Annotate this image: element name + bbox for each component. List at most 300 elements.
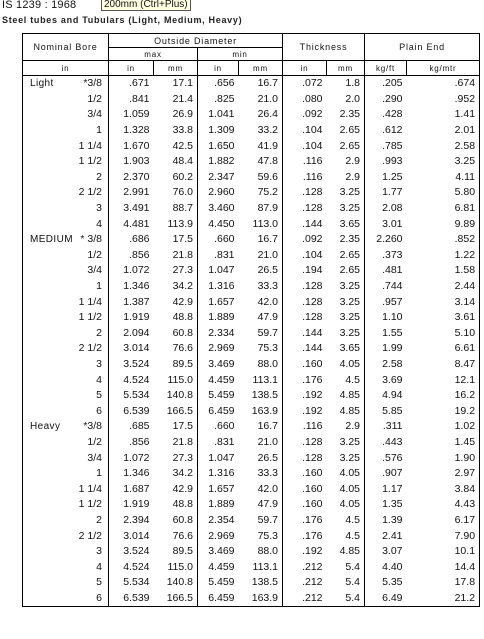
thickness-mm-cell: 2.9 bbox=[327, 154, 365, 170]
weight-kgm-cell: 19.2 bbox=[407, 403, 480, 419]
od-max-in-cell: 5.534 bbox=[109, 388, 154, 404]
weight-kgft-cell: .785 bbox=[365, 138, 407, 154]
od-max-mm-cell: 27.3 bbox=[154, 450, 198, 466]
od-min-mm-cell: 163.9 bbox=[239, 591, 283, 607]
weight-kgm-cell: 12.1 bbox=[407, 372, 480, 388]
od-max-in-cell: .841 bbox=[109, 92, 154, 108]
od-min-in-cell: 3.469 bbox=[198, 544, 239, 560]
nominal-bore-cell bbox=[23, 216, 109, 232]
page-title: Steel tubes and Tubulars (Light, Medium, Heavy) bbox=[2, 15, 243, 25]
od-max-mm-cell: 42.9 bbox=[154, 481, 198, 497]
table-row bbox=[23, 528, 480, 544]
thickness-header: Thickness bbox=[283, 34, 365, 61]
table-row bbox=[23, 591, 480, 607]
od-max-in-cell: 1.919 bbox=[109, 310, 154, 326]
table-row bbox=[23, 403, 480, 419]
od-max-in-cell: 1.346 bbox=[109, 279, 154, 295]
weight-kgm-cell: 14.4 bbox=[407, 559, 480, 575]
od-max-in-cell: .856 bbox=[109, 248, 154, 264]
od-max-in-cell: 2.394 bbox=[109, 513, 154, 529]
od-min-in-cell: 6.459 bbox=[198, 403, 239, 419]
od-max-mm-cell: 42.9 bbox=[154, 294, 198, 310]
od-max-in-cell: 1.687 bbox=[109, 481, 154, 497]
weight-kgm-cell: 2.01 bbox=[407, 123, 480, 139]
nominal-bore-cell bbox=[23, 403, 109, 419]
od-min-mm-cell: 42.0 bbox=[239, 294, 283, 310]
table-row bbox=[23, 497, 480, 513]
table-row bbox=[23, 92, 480, 108]
bore-size: 3 bbox=[96, 545, 102, 558]
weight-kgm-cell: 6.81 bbox=[407, 201, 480, 217]
weight-kgft-cell: .373 bbox=[365, 248, 407, 264]
od-max-in-cell: 1.328 bbox=[109, 123, 154, 139]
nominal-bore-cell bbox=[23, 326, 109, 342]
bore-size: 4 bbox=[96, 560, 102, 573]
nominal-bore-cell bbox=[23, 107, 109, 123]
nominal-bore-cell bbox=[23, 388, 109, 404]
table-header bbox=[23, 34, 480, 76]
table-row bbox=[23, 294, 480, 310]
table-row bbox=[23, 107, 480, 123]
thickness-mm-cell: 2.35 bbox=[327, 107, 365, 123]
thickness-mm-cell: 3.25 bbox=[327, 310, 365, 326]
weight-kgft-cell: .443 bbox=[365, 435, 407, 451]
od-max-in-cell: 1.072 bbox=[109, 450, 154, 466]
bore-size: 3/4 bbox=[87, 451, 102, 464]
max-header: max bbox=[109, 48, 198, 61]
od-max-mm-cell: 17.5 bbox=[154, 419, 198, 435]
table-row bbox=[23, 450, 480, 466]
unit-cell: in bbox=[109, 61, 154, 76]
weight-kgft-cell: .205 bbox=[365, 76, 407, 92]
bore-size: 2 1/2 bbox=[78, 186, 102, 199]
thickness-in-cell: .116 bbox=[283, 170, 327, 186]
od-min-mm-cell: 16.7 bbox=[239, 419, 283, 435]
weight-kgft-cell: .428 bbox=[365, 107, 407, 123]
od-max-in-cell: .685 bbox=[109, 419, 154, 435]
od-min-mm-cell: 87.9 bbox=[239, 201, 283, 217]
od-max-in-cell: 1.903 bbox=[109, 154, 154, 170]
weight-kgm-cell: 1.41 bbox=[407, 107, 480, 123]
od-min-in-cell: .831 bbox=[198, 435, 239, 451]
weight-kgm-cell: .852 bbox=[407, 232, 480, 248]
od-min-in-cell: 4.459 bbox=[198, 372, 239, 388]
zoom-tooltip: 200mm (Ctrl+Plus) bbox=[101, 0, 191, 11]
thickness-in-cell: .194 bbox=[283, 263, 327, 279]
weight-kgm-cell: 2.97 bbox=[407, 466, 480, 482]
weight-kgm-cell: 1.22 bbox=[407, 248, 480, 264]
nominal-bore-cell bbox=[23, 76, 109, 92]
nominal-bore-cell bbox=[23, 294, 109, 310]
weight-kgm-cell: 3.14 bbox=[407, 294, 480, 310]
weight-kgm-cell: 5.10 bbox=[407, 326, 480, 342]
weight-kgm-cell: 3.25 bbox=[407, 154, 480, 170]
table-row bbox=[23, 216, 480, 232]
thickness-in-cell: .160 bbox=[283, 481, 327, 497]
weight-kgft-cell: 5.85 bbox=[365, 403, 407, 419]
thickness-mm-cell: 2.9 bbox=[327, 170, 365, 186]
unit-cell: mm bbox=[154, 61, 198, 76]
thickness-in-cell: .176 bbox=[283, 528, 327, 544]
thickness-mm-cell: 2.9 bbox=[327, 419, 365, 435]
table-row bbox=[23, 326, 480, 342]
bore-size: 4 bbox=[96, 373, 102, 386]
weight-kgft-cell: 2.58 bbox=[365, 357, 407, 373]
weight-kgft-cell: 1.17 bbox=[365, 481, 407, 497]
od-min-mm-cell: 16.7 bbox=[239, 232, 283, 248]
od-max-in-cell: 1.670 bbox=[109, 138, 154, 154]
thickness-in-cell: .128 bbox=[283, 185, 327, 201]
standard-code: IS 1239 : 1968 bbox=[2, 0, 77, 11]
od-min-in-cell: 4.450 bbox=[198, 216, 239, 232]
od-max-mm-cell: 42.5 bbox=[154, 138, 198, 154]
bore-size: 5 bbox=[96, 576, 102, 589]
thickness-in-cell: .160 bbox=[283, 357, 327, 373]
bore-size: 1 bbox=[96, 280, 102, 293]
od-min-in-cell: 1.882 bbox=[198, 154, 239, 170]
thickness-mm-cell: 4.85 bbox=[327, 544, 365, 560]
od-max-mm-cell: 76.0 bbox=[154, 185, 198, 201]
thickness-in-cell: .092 bbox=[283, 232, 327, 248]
weight-kgft-cell: 1.10 bbox=[365, 310, 407, 326]
weight-kgft-cell: .993 bbox=[365, 154, 407, 170]
unit-cell: kg/ft bbox=[365, 61, 407, 76]
thickness-mm-cell: 1.8 bbox=[327, 76, 365, 92]
table-row bbox=[23, 263, 480, 279]
bore-size: * 3/8 bbox=[80, 233, 102, 246]
thickness-mm-cell: 2.65 bbox=[327, 138, 365, 154]
od-max-in-cell: 4.524 bbox=[109, 372, 154, 388]
nominal-bore-cell bbox=[23, 466, 109, 482]
od-max-mm-cell: 21.4 bbox=[154, 92, 198, 108]
thickness-mm-cell: 2.35 bbox=[327, 232, 365, 248]
od-max-mm-cell: 17.1 bbox=[154, 76, 198, 92]
thickness-in-cell: .212 bbox=[283, 559, 327, 575]
od-max-in-cell: 6.539 bbox=[109, 403, 154, 419]
od-min-in-cell: 1.316 bbox=[198, 279, 239, 295]
od-max-in-cell: 3.014 bbox=[109, 528, 154, 544]
table-row bbox=[23, 248, 480, 264]
table-row bbox=[23, 123, 480, 139]
weight-kgft-cell: 2.260 bbox=[365, 232, 407, 248]
weight-kgm-cell: .952 bbox=[407, 92, 480, 108]
od-min-mm-cell: 113.0 bbox=[239, 216, 283, 232]
nominal-bore-cell bbox=[23, 170, 109, 186]
nominal-bore-cell bbox=[23, 263, 109, 279]
thickness-mm-cell: 3.65 bbox=[327, 216, 365, 232]
thickness-mm-cell: 5.4 bbox=[327, 575, 365, 591]
od-max-in-cell: 5.534 bbox=[109, 575, 154, 591]
bore-size: 1 1/4 bbox=[78, 295, 102, 308]
bore-size: 3 bbox=[96, 357, 102, 370]
weight-kgm-cell: 5.80 bbox=[407, 185, 480, 201]
od-min-mm-cell: 21.0 bbox=[239, 248, 283, 264]
od-min-mm-cell: 59.6 bbox=[239, 170, 283, 186]
od-max-mm-cell: 115.0 bbox=[154, 559, 198, 575]
od-max-in-cell: 6.539 bbox=[109, 591, 154, 607]
od-max-in-cell: .671 bbox=[109, 76, 154, 92]
od-max-in-cell: 1.387 bbox=[109, 294, 154, 310]
bore-size: 2 bbox=[96, 513, 102, 526]
nominal-bore-cell bbox=[23, 419, 109, 435]
od-max-in-cell: 2.370 bbox=[109, 170, 154, 186]
table-row bbox=[23, 435, 480, 451]
thickness-mm-cell: 2.65 bbox=[327, 248, 365, 264]
weight-kgm-cell: 10.1 bbox=[407, 544, 480, 560]
od-min-in-cell: 1.657 bbox=[198, 294, 239, 310]
od-max-mm-cell: 27.3 bbox=[154, 263, 198, 279]
od-min-in-cell: 4.459 bbox=[198, 559, 239, 575]
thickness-mm-cell: 4.85 bbox=[327, 388, 365, 404]
od-max-mm-cell: 113.9 bbox=[154, 216, 198, 232]
od-min-in-cell: .825 bbox=[198, 92, 239, 108]
weight-kgft-cell: 4.40 bbox=[365, 559, 407, 575]
nominal-bore-cell bbox=[23, 92, 109, 108]
weight-kgft-cell: 6.49 bbox=[365, 591, 407, 607]
od-min-mm-cell: 138.5 bbox=[239, 388, 283, 404]
weight-kgm-cell: 17.8 bbox=[407, 575, 480, 591]
od-max-mm-cell: 88.7 bbox=[154, 201, 198, 217]
weight-kgm-cell: 6.61 bbox=[407, 341, 480, 357]
od-max-mm-cell: 33.8 bbox=[154, 123, 198, 139]
table-row bbox=[23, 341, 480, 357]
weight-kgm-cell: 1.58 bbox=[407, 263, 480, 279]
od-max-mm-cell: 26.9 bbox=[154, 107, 198, 123]
od-max-mm-cell: 48.8 bbox=[154, 310, 198, 326]
thickness-mm-cell: 4.5 bbox=[327, 372, 365, 388]
thickness-in-cell: .080 bbox=[283, 92, 327, 108]
thickness-in-cell: .160 bbox=[283, 497, 327, 513]
od-max-mm-cell: 76.6 bbox=[154, 528, 198, 544]
thickness-in-cell: .160 bbox=[283, 466, 327, 482]
bore-size: 1 1/2 bbox=[78, 155, 102, 168]
table-row bbox=[23, 575, 480, 591]
weight-kgft-cell: .907 bbox=[365, 466, 407, 482]
nominal-bore-cell bbox=[23, 154, 109, 170]
thickness-mm-cell: 3.25 bbox=[327, 450, 365, 466]
weight-kgft-cell: 3.69 bbox=[365, 372, 407, 388]
bore-size: 4 bbox=[96, 217, 102, 230]
od-min-in-cell: 2.969 bbox=[198, 341, 239, 357]
thickness-mm-cell: 4.5 bbox=[327, 528, 365, 544]
weight-kgm-cell: 7.90 bbox=[407, 528, 480, 544]
bore-size: 2 1/2 bbox=[78, 342, 102, 355]
bore-size: 2 1/2 bbox=[78, 529, 102, 542]
units-row bbox=[23, 61, 480, 76]
unit-cell: mm bbox=[327, 61, 365, 76]
od-max-in-cell: 3.014 bbox=[109, 341, 154, 357]
table-row bbox=[23, 513, 480, 529]
od-max-mm-cell: 76.6 bbox=[154, 341, 198, 357]
bore-size: 3 bbox=[96, 202, 102, 215]
od-min-mm-cell: 21.0 bbox=[239, 435, 283, 451]
thickness-mm-cell: 5.4 bbox=[327, 591, 365, 607]
nominal-bore-cell bbox=[23, 497, 109, 513]
od-min-in-cell: 1.041 bbox=[198, 107, 239, 123]
table-row bbox=[23, 279, 480, 295]
weight-kgft-cell: 3.07 bbox=[365, 544, 407, 560]
thickness-mm-cell: 4.05 bbox=[327, 497, 365, 513]
unit-cell: mm bbox=[239, 61, 283, 76]
table-row bbox=[23, 357, 480, 373]
weight-kgm-cell: 1.02 bbox=[407, 419, 480, 435]
od-min-mm-cell: 59.7 bbox=[239, 513, 283, 529]
thickness-mm-cell: 2.65 bbox=[327, 123, 365, 139]
od-min-mm-cell: 33.3 bbox=[239, 279, 283, 295]
nominal-bore-cell bbox=[23, 357, 109, 373]
od-max-in-cell: 3.491 bbox=[109, 201, 154, 217]
outside-diameter-header: Outside Diameter bbox=[109, 34, 283, 48]
thickness-mm-cell: 2.0 bbox=[327, 92, 365, 108]
od-min-in-cell: 1.309 bbox=[198, 123, 239, 139]
od-min-mm-cell: 75.3 bbox=[239, 528, 283, 544]
od-min-mm-cell: 16.7 bbox=[239, 76, 283, 92]
od-min-mm-cell: 59.7 bbox=[239, 326, 283, 342]
od-min-in-cell: 2.347 bbox=[198, 170, 239, 186]
thickness-in-cell: .104 bbox=[283, 123, 327, 139]
nominal-bore-cell bbox=[23, 591, 109, 607]
nominal-bore-cell bbox=[23, 279, 109, 295]
thickness-in-cell: .128 bbox=[283, 279, 327, 295]
nominal-bore-cell bbox=[23, 185, 109, 201]
table-row bbox=[23, 138, 480, 154]
bore-size: 3/4 bbox=[87, 108, 102, 121]
weight-kgm-cell: 2.58 bbox=[407, 138, 480, 154]
od-min-in-cell: 1.889 bbox=[198, 497, 239, 513]
od-max-in-cell: 3.524 bbox=[109, 544, 154, 560]
od-max-in-cell: 2.094 bbox=[109, 326, 154, 342]
table-row bbox=[23, 388, 480, 404]
nominal-bore-cell bbox=[23, 544, 109, 560]
od-min-mm-cell: 138.5 bbox=[239, 575, 283, 591]
weight-kgm-cell: 6.17 bbox=[407, 513, 480, 529]
od-max-mm-cell: 60.2 bbox=[154, 170, 198, 186]
od-min-in-cell: 2.960 bbox=[198, 185, 239, 201]
od-min-in-cell: .660 bbox=[198, 232, 239, 248]
weight-kgm-cell: .674 bbox=[407, 76, 480, 92]
bore-size: 1/2 bbox=[87, 248, 102, 261]
bore-size: 1 1/2 bbox=[78, 498, 102, 511]
table-row bbox=[23, 466, 480, 482]
weight-kgm-cell: 4.43 bbox=[407, 497, 480, 513]
table-row bbox=[23, 170, 480, 186]
bore-size: 2 bbox=[96, 326, 102, 339]
bore-size: 2 bbox=[96, 170, 102, 183]
bore-size: 6 bbox=[96, 404, 102, 417]
weight-kgm-cell: 8.47 bbox=[407, 357, 480, 373]
tube-class-label: MEDIUM bbox=[30, 234, 73, 246]
weight-kgft-cell: 1.25 bbox=[365, 170, 407, 186]
weight-kgft-cell: 2.41 bbox=[365, 528, 407, 544]
od-min-in-cell: 3.460 bbox=[198, 201, 239, 217]
thickness-mm-cell: 4.05 bbox=[327, 466, 365, 482]
thickness-mm-cell: 3.25 bbox=[327, 326, 365, 342]
unit-cell: in bbox=[23, 61, 109, 76]
od-min-mm-cell: 47.9 bbox=[239, 310, 283, 326]
nominal-bore-cell bbox=[23, 481, 109, 497]
unit-cell: in bbox=[198, 61, 239, 76]
thickness-in-cell: .128 bbox=[283, 310, 327, 326]
tube-class-label: Light bbox=[30, 78, 54, 90]
od-max-mm-cell: 21.8 bbox=[154, 435, 198, 451]
table-row bbox=[23, 201, 480, 217]
nominal-bore-cell bbox=[23, 372, 109, 388]
bore-size: 1/2 bbox=[87, 435, 102, 448]
weight-kgm-cell: 4.11 bbox=[407, 170, 480, 186]
od-min-mm-cell: 33.3 bbox=[239, 466, 283, 482]
weight-kgm-cell: 9.89 bbox=[407, 216, 480, 232]
od-max-in-cell: 4.524 bbox=[109, 559, 154, 575]
od-max-in-cell: .856 bbox=[109, 435, 154, 451]
nominal-bore-cell bbox=[23, 575, 109, 591]
weight-kgm-cell: 1.45 bbox=[407, 435, 480, 451]
od-min-in-cell: 2.354 bbox=[198, 513, 239, 529]
thickness-mm-cell: 3.25 bbox=[327, 185, 365, 201]
thickness-in-cell: .116 bbox=[283, 419, 327, 435]
od-max-in-cell: 1.072 bbox=[109, 263, 154, 279]
thickness-in-cell: .072 bbox=[283, 76, 327, 92]
od-min-in-cell: .660 bbox=[198, 419, 239, 435]
table-row bbox=[23, 310, 480, 326]
weight-kgft-cell: 1.39 bbox=[365, 513, 407, 529]
od-min-in-cell: 5.459 bbox=[198, 388, 239, 404]
od-min-mm-cell: 26.5 bbox=[239, 450, 283, 466]
plain-end-header: Plain End bbox=[365, 34, 480, 61]
od-min-in-cell: 1.047 bbox=[198, 450, 239, 466]
weight-kgft-cell: 1.55 bbox=[365, 326, 407, 342]
table-row bbox=[23, 419, 480, 435]
weight-kgft-cell: .481 bbox=[365, 263, 407, 279]
od-max-in-cell: 2.991 bbox=[109, 185, 154, 201]
weight-kgft-cell: .290 bbox=[365, 92, 407, 108]
thickness-in-cell: .128 bbox=[283, 201, 327, 217]
bore-size: 1 bbox=[96, 124, 102, 137]
nominal-bore-cell bbox=[23, 513, 109, 529]
thickness-mm-cell: 5.4 bbox=[327, 559, 365, 575]
table-row bbox=[23, 544, 480, 560]
od-min-in-cell: 1.650 bbox=[198, 138, 239, 154]
od-min-mm-cell: 42.0 bbox=[239, 481, 283, 497]
od-max-in-cell: 1.346 bbox=[109, 466, 154, 482]
thickness-in-cell: .192 bbox=[283, 403, 327, 419]
bore-size: 1 1/4 bbox=[78, 482, 102, 495]
thickness-mm-cell: 4.5 bbox=[327, 513, 365, 529]
thickness-in-cell: .212 bbox=[283, 575, 327, 591]
od-max-mm-cell: 17.5 bbox=[154, 232, 198, 248]
min-header: min bbox=[198, 48, 283, 61]
od-max-mm-cell: 34.2 bbox=[154, 279, 198, 295]
weight-kgm-cell: 16.2 bbox=[407, 388, 480, 404]
weight-kgft-cell: 1.77 bbox=[365, 185, 407, 201]
table-row bbox=[23, 76, 480, 92]
thickness-in-cell: .104 bbox=[283, 138, 327, 154]
bore-size: *3/8 bbox=[83, 420, 102, 433]
bore-size: *3/8 bbox=[83, 77, 102, 90]
nominal-bore-cell bbox=[23, 248, 109, 264]
od-max-mm-cell: 60.8 bbox=[154, 326, 198, 342]
weight-kgft-cell: 2.08 bbox=[365, 201, 407, 217]
od-min-mm-cell: 21.0 bbox=[239, 92, 283, 108]
thickness-mm-cell: 2.65 bbox=[327, 263, 365, 279]
thickness-in-cell: .192 bbox=[283, 388, 327, 404]
thickness-in-cell: .176 bbox=[283, 372, 327, 388]
weight-kgft-cell: 1.99 bbox=[365, 341, 407, 357]
od-min-mm-cell: 47.9 bbox=[239, 497, 283, 513]
nominal-bore-cell bbox=[23, 201, 109, 217]
od-min-in-cell: 1.047 bbox=[198, 263, 239, 279]
thickness-in-cell: .144 bbox=[283, 341, 327, 357]
od-max-in-cell: 3.524 bbox=[109, 357, 154, 373]
